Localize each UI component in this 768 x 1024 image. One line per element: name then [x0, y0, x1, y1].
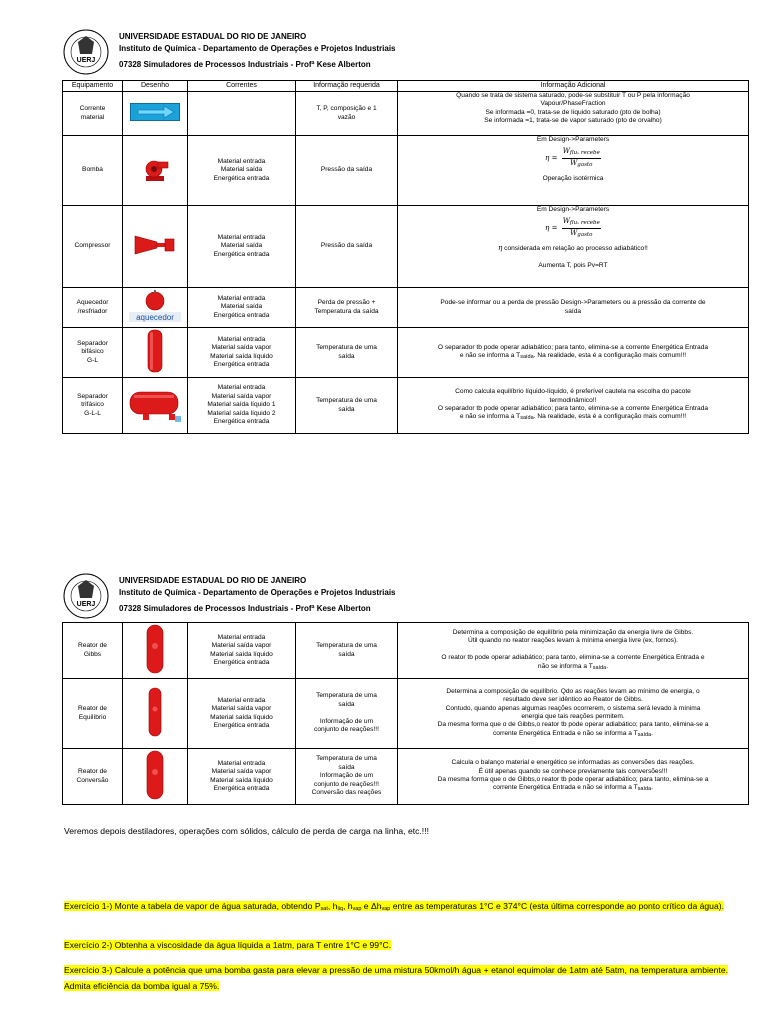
required-info: Perda de pressão + Temperatura da saída	[296, 288, 398, 328]
table-row	[63, 328, 749, 378]
svg-text:aquecedor: aquecedor	[136, 312, 174, 322]
course-name: 07328 Simuladores de Processos Industriais - Profª Kese Alberton	[119, 604, 371, 613]
efficiency-formula: η = $\frac{W_{flu_x recebe}}{W_{gasto}}$	[545, 217, 600, 238]
table-row	[63, 92, 749, 136]
equip-drawing	[123, 136, 188, 206]
pump-icon	[140, 156, 170, 182]
additional-info: Em Design->Parameters η = $\frac{W_{flu_x recebe}}{W_{gasto}}$ η considerada em relação ao processo adiabático!! Aumenta T, pois Pv=RT	[398, 206, 749, 288]
equip-name: Reator de Equilíbrio	[63, 679, 123, 749]
header-second	[62, 572, 482, 620]
table-row	[63, 288, 749, 328]
equip-drawing	[123, 378, 188, 434]
svg-text:UERJ: UERJ	[76, 57, 96, 64]
col-header: Informação requerida	[296, 81, 398, 92]
equip-drawing	[123, 679, 188, 749]
equip-drawing	[123, 288, 188, 328]
table-row	[63, 679, 749, 749]
exercise-2: Exercício 2-) Obtenha a viscosidade da água líquida a 1atm, para T entre 1°C e 99°C.	[64, 940, 392, 950]
equip-name: Reator de Gibbs	[63, 623, 123, 679]
equip-drawing	[123, 206, 188, 288]
compressor-icon	[133, 234, 177, 256]
additional-info: Como calcula equilíbrio líquido-líquido, é preferível cautela na escolha do pacote termodinâmico!! O separador tb pode operar adiabático; para tanto, elimina-se a corrente Energética Entrada e não se informa a $T_{saída}$. Na realidade, esta é a configuração mais comum!!!	[398, 378, 749, 434]
institute-name: Instituto de Química - Departamento de Operações e Projetos Industriais	[119, 587, 396, 597]
equipment-table-2	[62, 622, 749, 805]
uerj-logo-icon	[62, 28, 110, 76]
col-header: Desenho	[123, 81, 188, 92]
separator-2phase-icon	[147, 329, 163, 373]
university-name: UNIVERSIDADE ESTADUAL DO RIO DE JANEIRO	[119, 576, 307, 585]
equipment-table-1	[62, 80, 749, 434]
table-row	[63, 749, 749, 805]
additional-info: Determina a composição de equilíbrio pela minimização da energia livre de Gibbs. Útil quando no reator reações levam à mínima energia livre (ex, fornos). O reator tb pode operar adiabático; para tanto, elimina-se a corrente Energética Entrada e não se informa a $T_{saída}$.	[398, 623, 749, 679]
col-header: Informação Adicional	[398, 81, 749, 92]
additional-info: Calcula o balanço material e energético se informadas as conversões das reações. É útil apenas quando se conhece previamente tais conversões!!! Da mesma forma que o de Gibbs,o reator tb pode operar adiabático; para tanto, elimina-se a corrente Energética Entrada e não se informa a $T_{saída}$.	[398, 749, 749, 805]
required-info: Temperatura de uma saída Informação de um conjunto de reações!!!	[296, 679, 398, 749]
additional-info: O separador tb pode operar adiabático; para tanto, elimina-se a corrente Energética Entrada e não se informa a $T_{saída}$. Na realidade, esta é a configuração mais comum!!!	[398, 328, 749, 378]
table-row	[63, 206, 749, 288]
required-info: Temperatura de uma saída	[296, 378, 398, 434]
required-info: Temperatura de uma saída	[296, 328, 398, 378]
table-header-row	[63, 81, 749, 92]
additional-info: Pode-se informar ou a perda de pressão Design->Parameters ou a pressão da corrente de saída	[398, 288, 749, 328]
equip-drawing	[123, 623, 188, 679]
required-info: Pressão da saída	[296, 136, 398, 206]
table-row	[63, 623, 749, 679]
equip-name: Compressor	[63, 206, 123, 288]
streams: Material entrada Material saída vapor Material saída líquido Energética entrada	[188, 328, 296, 378]
table-row	[63, 136, 749, 206]
required-info: T, P, composição e 1 vazão	[296, 92, 398, 136]
equip-name: Separador trifásico G-L-L	[63, 378, 123, 434]
stream-arrow-icon	[130, 103, 180, 121]
efficiency-formula: η = $\frac{W_{flu_x recebe}}{W_{gasto}}$	[545, 147, 600, 168]
exercise-1: Exercício 1-) Monte a tabela de vapor de água saturada, obtendo $P_{sat}$, $h_{liq}$, $h_{vap}$ e $\Delta h_{vap}$ entre as temperaturas 1°C e 374°C (esta última corresponde ao ponto crítico da água).	[64, 901, 724, 912]
required-info: Temperatura de uma saída Informação de um conjunto de reações!!! Conversão das reações	[296, 749, 398, 805]
conversion-reactor-icon	[146, 750, 164, 800]
additional-info: Quando se trata de sistema saturado, pode-se substituir T ou P pela informação Vapour/PhaseFraction Se informada =0, trata-se de líquido saturado (pto de bolha) Se informada =1, trata-se de vapor saturado (pto de orvalho)	[398, 92, 749, 136]
course-name: 07328 Simuladores de Processos Industriais - Profª Kese Alberton	[119, 60, 371, 69]
required-info: Pressão da saída	[296, 206, 398, 288]
header-top	[62, 28, 482, 76]
equip-name: Aquecedor /resfriador	[63, 288, 123, 328]
streams: Material entrada Material saída vapor Material saída líquido Energética entrada	[188, 749, 296, 805]
university-name: UNIVERSIDADE ESTADUAL DO RIO DE JANEIRO	[119, 32, 307, 41]
equip-name: Bomba	[63, 136, 123, 206]
note-text: Veremos depois destiladores, operações com sólidos, cálculo de perda de carga na linha, etc.!!!	[64, 826, 429, 836]
required-info: Temperatura de uma saída	[296, 623, 398, 679]
streams: Material entrada Material saída Energética entrada	[188, 136, 296, 206]
streams: Material entrada Material saída Energética entrada	[188, 288, 296, 328]
svg-text:UERJ: UERJ	[76, 601, 96, 608]
institute-name: Instituto de Química - Departamento de Operações e Projetos Industriais	[119, 43, 396, 53]
equip-name: Separador bifásico G-L	[63, 328, 123, 378]
equilibrium-reactor-icon	[148, 687, 162, 737]
col-header: Equipamento	[63, 81, 123, 92]
uerj-logo-icon	[62, 572, 110, 620]
table-row	[63, 378, 749, 434]
equip-drawing	[123, 328, 188, 378]
exercise-3: Exercício 3-) Calcule a potência que uma bomba gasta para elevar a pressão de uma mistura 50kmol/h água + etanol equimolar de 1atm até 5atm, na temperatura ambiente. Admita eficiência da bomba igual a 75%.	[64, 965, 728, 991]
equip-name: Reator de Conversão	[63, 749, 123, 805]
additional-info: Determina a composição de equilíbrio. Qdo as reações levam ao mínimo de energia, o resultado deve ser idêntico ao Reator de Gibbs. Contudo, quando apenas algumas reações ocorrerem, o sistema será levado à mínima energia que tais reações permitem. Da mesma forma que o de Gibbs,o reator tb pode operar adiabático; para tanto, elimina-se a corrente Energética Entrada e não se informa a $T_{saída}$.	[398, 679, 749, 749]
streams: Material entrada Material saída vapor Material saída líquido Energética entrada	[188, 623, 296, 679]
equip-drawing	[123, 92, 188, 136]
equip-drawing	[123, 749, 188, 805]
equip-name: Corrente material	[63, 92, 123, 136]
streams	[188, 92, 296, 136]
gibbs-reactor-icon	[146, 624, 164, 674]
streams: Material entrada Material saída vapor Material saída líquido Energética entrada	[188, 679, 296, 749]
separator-3phase-icon	[129, 386, 181, 422]
heater-icon	[129, 290, 181, 322]
additional-info: Em Design->Parameters η = $\frac{W_{flu_x recebe}}{W_{gasto}}$ Operação isotérmica	[398, 136, 749, 206]
streams: Material entrada Material saída vapor Material saída líquido 1 Material saída líquido 2 Energética entrada	[188, 378, 296, 434]
streams: Material entrada Material saída Energética entrada	[188, 206, 296, 288]
col-header: Correntes	[188, 81, 296, 92]
